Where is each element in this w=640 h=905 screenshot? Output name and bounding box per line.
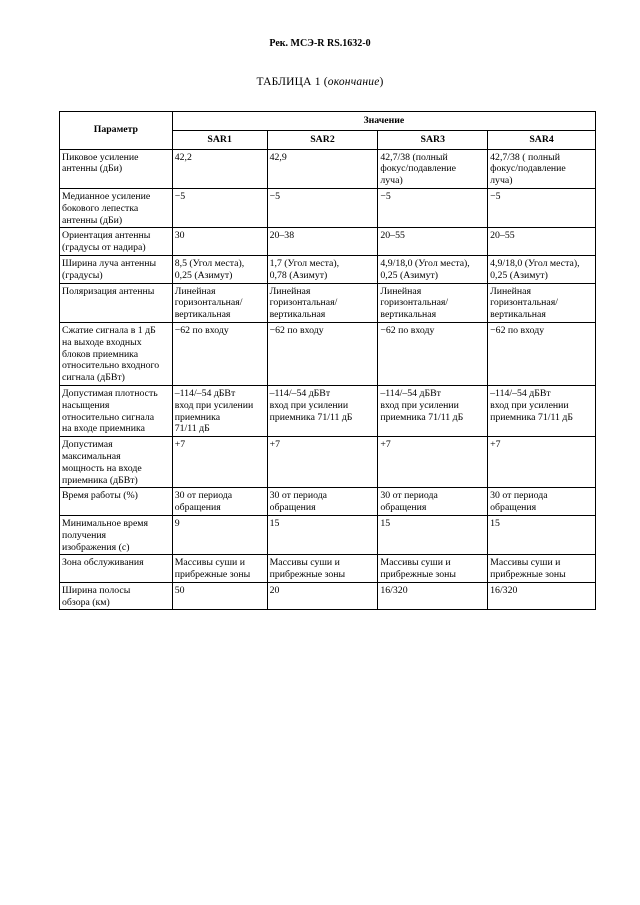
column-header-sar4: SAR4: [488, 130, 596, 149]
value-cell-sar2: 42,9: [267, 149, 378, 188]
value-cell-sar4: Массивы суши и прибрежные зоны: [488, 555, 596, 583]
table-row: [60, 228, 596, 256]
value-cell-sar2: Массивы суши и прибрежные зоны: [267, 555, 378, 583]
value-cell-sar2: 15: [267, 515, 378, 554]
value-cell-sar4: 30 от периода обращения: [488, 488, 596, 516]
param-cell: Допустимая плотность насыщения относительно сигнала на входе приемника: [60, 385, 173, 436]
table-row: [60, 437, 596, 488]
value-cell-sar4: Линейная горизонтальная/ вертикальная: [488, 283, 596, 322]
value-cell-sar3: Массивы суши и прибрежные зоны: [378, 555, 488, 583]
value-cell-sar3: +7: [378, 437, 488, 488]
value-cell-sar2: −62 по входу: [267, 322, 378, 385]
table-row: [60, 488, 596, 516]
value-cell-sar1: Линейная горизонтальная/ вертикальная: [172, 283, 267, 322]
table-row: [60, 255, 596, 283]
value-cell-sar2: 20–38: [267, 228, 378, 256]
param-cell: Время работы (%): [60, 488, 173, 516]
param-cell: Поляризация антенны: [60, 283, 173, 322]
param-cell: Минимальное время получения изображения (с): [60, 515, 173, 554]
value-cell-sar1: 30: [172, 228, 267, 256]
column-header-sar2: SAR2: [267, 130, 378, 149]
param-column-header: Параметр: [60, 112, 173, 150]
value-cell-sar3: −5: [378, 188, 488, 227]
value-cell-sar1: 9: [172, 515, 267, 554]
column-header-sar3: SAR3: [378, 130, 488, 149]
value-cell-sar3: 42,7/38 (полный фокус/подавление луча): [378, 149, 488, 188]
param-cell: Зона обслуживания: [60, 555, 173, 583]
value-cell-sar4: +7: [488, 437, 596, 488]
table-row: [60, 188, 596, 227]
caption-suffix: ): [379, 76, 384, 88]
value-cell-sar4: 15: [488, 515, 596, 554]
table-row: [60, 515, 596, 554]
value-cell-sar3: 16/320: [378, 582, 488, 610]
value-cell-sar4: −62 по входу: [488, 322, 596, 385]
value-cell-sar4: –114/–54 дБВт вход при усилении приемника 71/11 дБ: [488, 385, 596, 436]
param-cell: Допустимая максимальная мощность на входе приемника (дБВт): [60, 437, 173, 488]
parameters-table: [59, 111, 596, 610]
value-cell-sar4: 16/320: [488, 582, 596, 610]
table-row: [60, 283, 596, 322]
table-row: [60, 149, 596, 188]
table-header-row: [60, 112, 596, 131]
value-cell-sar3: 4,9/18,0 (Угол места), 0,25 (Азимут): [378, 255, 488, 283]
value-cell-sar1: +7: [172, 437, 267, 488]
param-cell: Пиковое усиление антенны (дБи): [60, 149, 173, 188]
value-cell-sar2: –114/–54 дБВт вход при усилении приемника 71/11 дБ: [267, 385, 378, 436]
table-row: [60, 322, 596, 385]
value-cell-sar2: Линейная горизонтальная/ вертикальная: [267, 283, 378, 322]
value-cell-sar1: −5: [172, 188, 267, 227]
value-cell-sar2: +7: [267, 437, 378, 488]
table-body: [60, 149, 596, 610]
value-cell-sar2: 20: [267, 582, 378, 610]
value-cell-sar1: Массивы суши и прибрежные зоны: [172, 555, 267, 583]
value-cell-sar3: −62 по входу: [378, 322, 488, 385]
value-cell-sar1: 8,5 (Угол места), 0,25 (Азимут): [172, 255, 267, 283]
value-cell-sar3: 15: [378, 515, 488, 554]
value-cell-sar1: 50: [172, 582, 267, 610]
param-cell: Сжатие сигнала в 1 дБ на выходе входных блоков приемника относительно входного сигнала (дБВт): [60, 322, 173, 385]
value-column-header: Значение: [172, 112, 595, 131]
value-cell-sar3: 30 от периода обращения: [378, 488, 488, 516]
value-cell-sar3: –114/–54 дБВт вход при усилении приемника 71/11 дБ: [378, 385, 488, 436]
caption-italic: окончание: [327, 76, 380, 88]
param-cell: Медианное усиление бокового лепестка антенны (дБи): [60, 188, 173, 227]
value-cell-sar4: −5: [488, 188, 596, 227]
value-cell-sar3: 20–55: [378, 228, 488, 256]
param-cell: Ширина луча антенны (градусы): [60, 255, 173, 283]
value-cell-sar1: 30 от периода обращения: [172, 488, 267, 516]
value-cell-sar1: −62 по входу: [172, 322, 267, 385]
column-header-sar1: SAR1: [172, 130, 267, 149]
value-cell-sar4: 4,9/18,0 (Угол места), 0,25 (Азимут): [488, 255, 596, 283]
table-row: [60, 385, 596, 436]
value-cell-sar3: Линейная горизонтальная/ вертикальная: [378, 283, 488, 322]
value-cell-sar1: –114/–54 дБВт вход при усилении приемника 71/11 дБ: [172, 385, 267, 436]
param-cell: Ориентация антенны (градусы от надира): [60, 228, 173, 256]
value-cell-sar4: 20–55: [488, 228, 596, 256]
param-cell: Ширина полосы обзора (км): [60, 582, 173, 610]
running-header: Рек. МСЭ-R RS.1632-0: [269, 38, 371, 49]
table-row: [60, 555, 596, 583]
table-caption: [0, 76, 640, 88]
value-cell-sar4: 42,7/38 ( полный фокус/подавление луча): [488, 149, 596, 188]
value-cell-sar2: 1,7 (Угол места), 0,78 (Азимут): [267, 255, 378, 283]
value-cell-sar2: −5: [267, 188, 378, 227]
caption-prefix: ТАБЛИЦА 1 (: [256, 76, 328, 88]
value-cell-sar2: 30 от периода обращения: [267, 488, 378, 516]
value-cell-sar1: 42,2: [172, 149, 267, 188]
table-row: [60, 582, 596, 610]
